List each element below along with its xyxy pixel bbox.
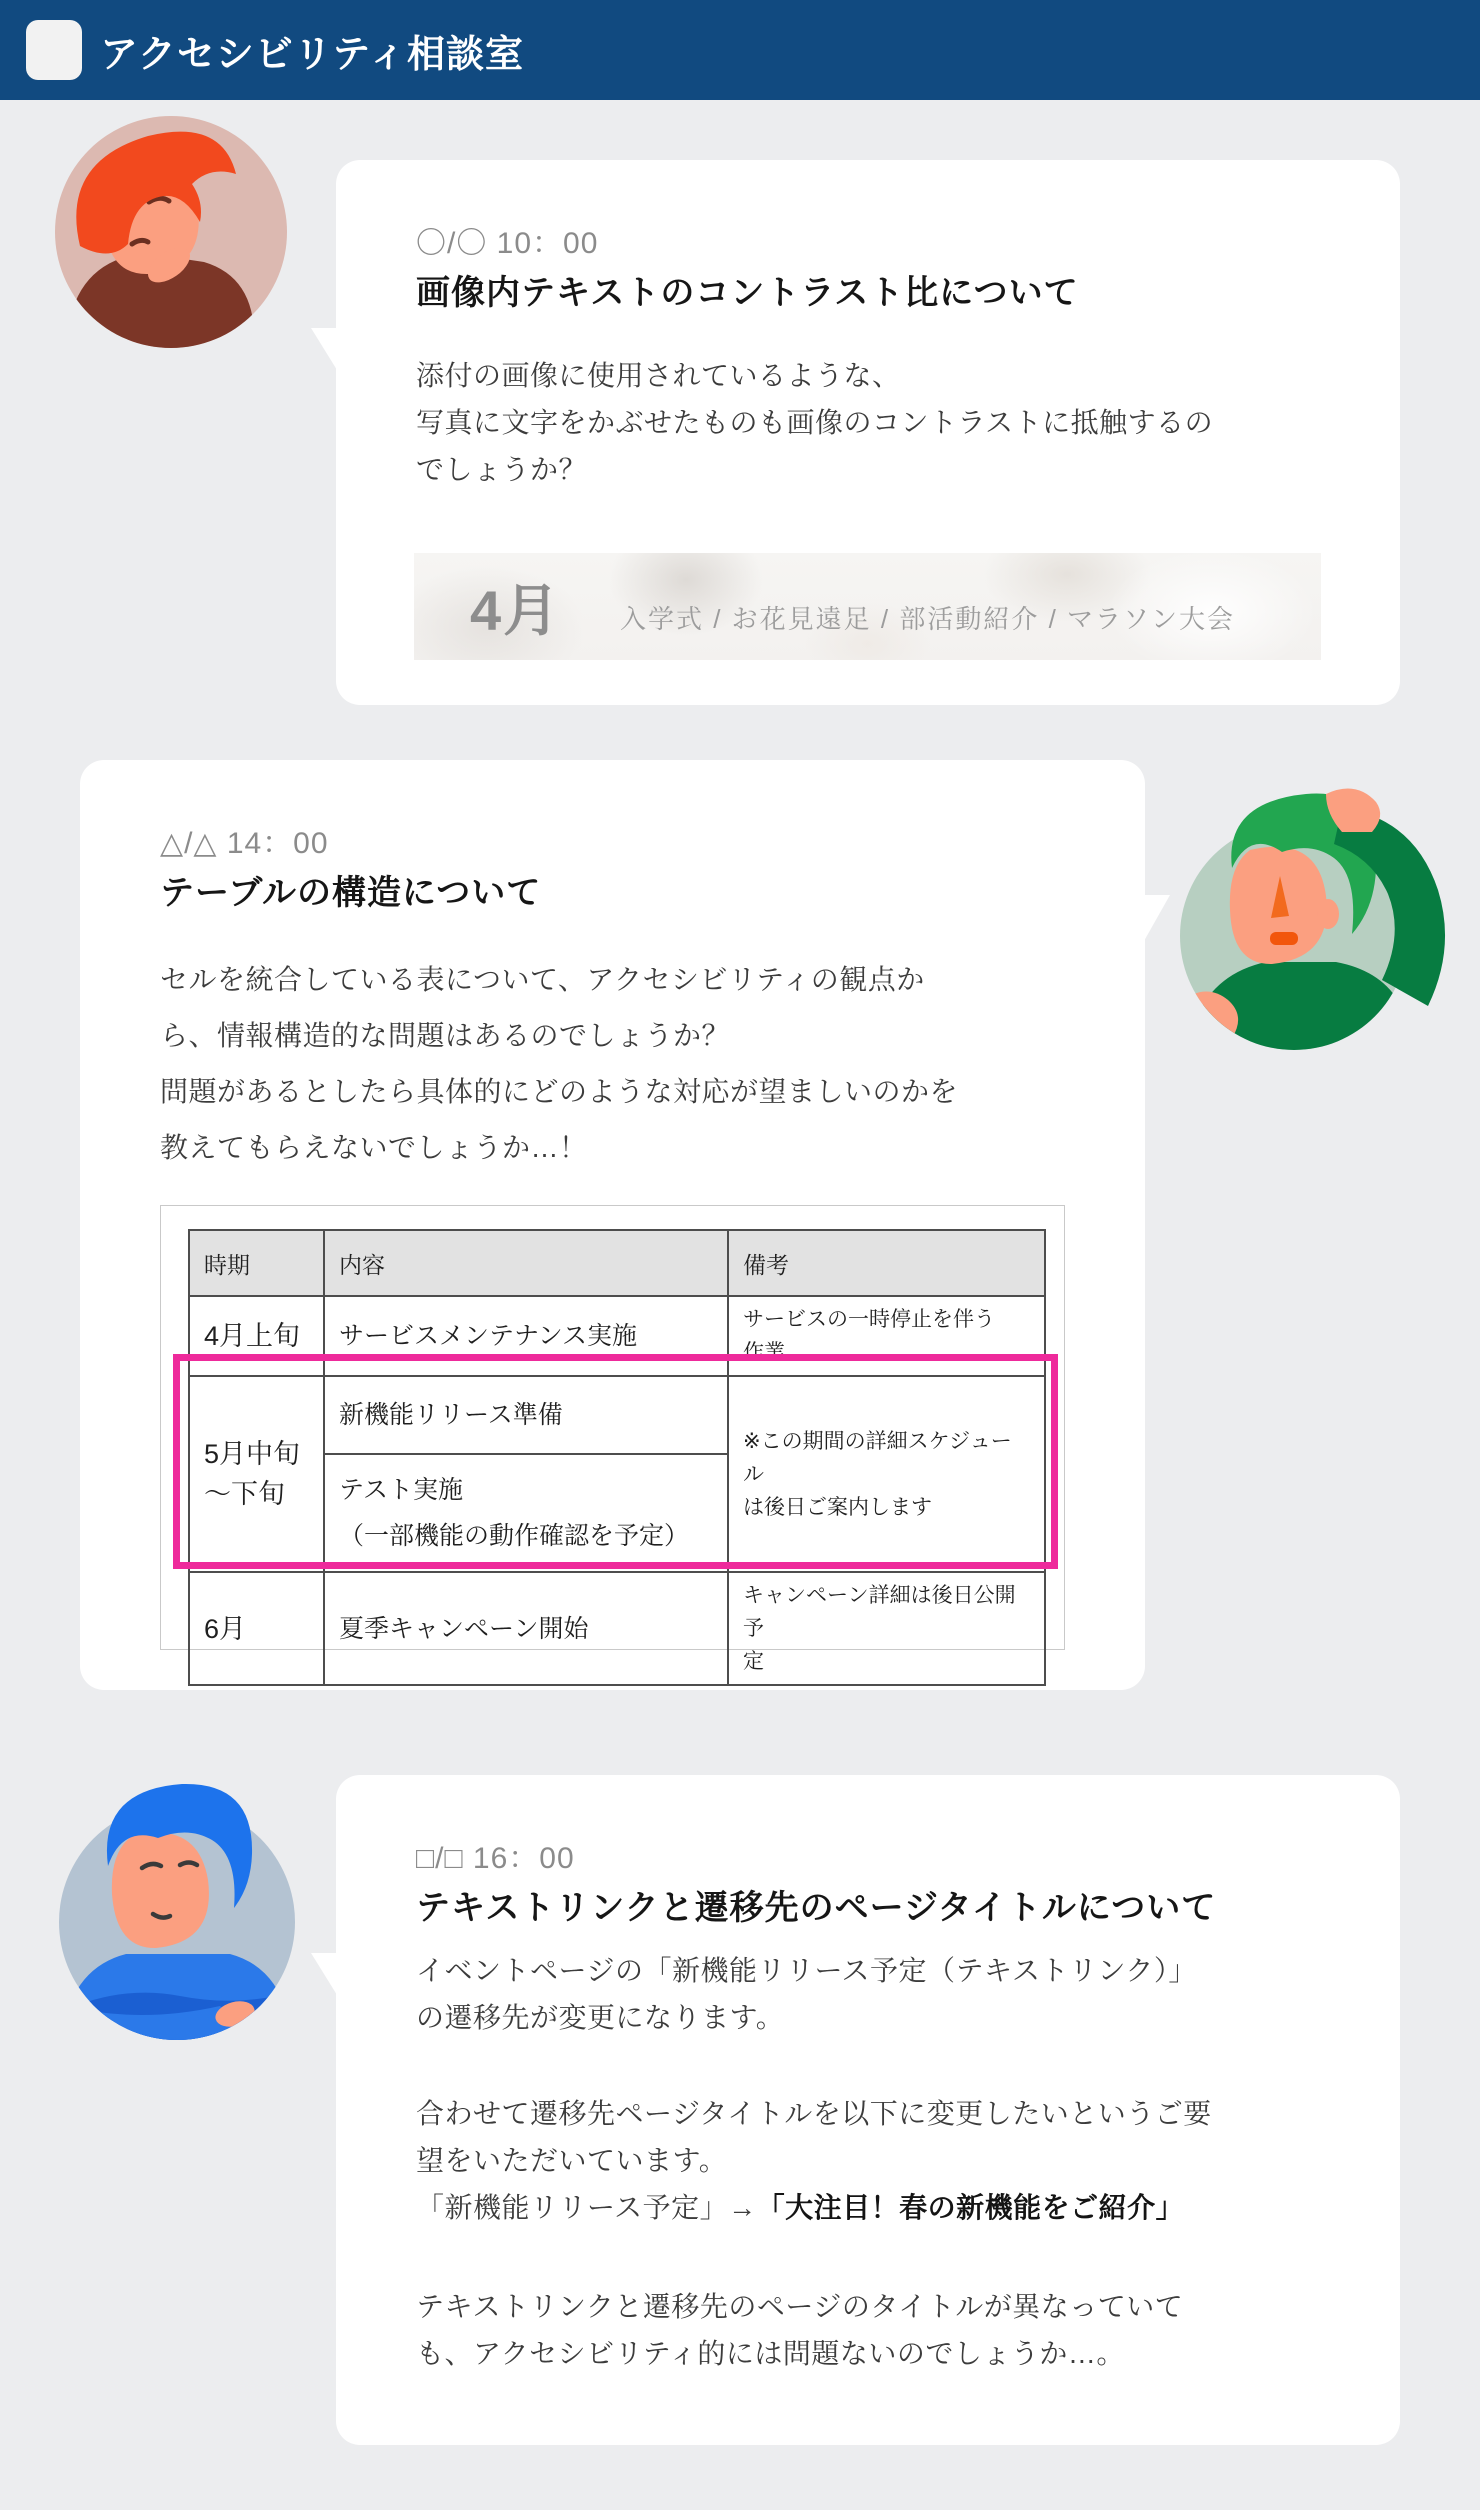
cell-period-may-merged: 5月中旬 〜下旬 xyxy=(189,1376,324,1572)
table-row xyxy=(189,1376,1045,1454)
message-timestamp: △/△ 14：00 xyxy=(160,827,329,860)
speech-bubble-tail xyxy=(311,328,337,370)
message-timestamp: 〇/〇 10：00 xyxy=(416,227,599,260)
avatar-green-haired-person xyxy=(1166,772,1462,1068)
message-card-table-structure xyxy=(80,760,1145,1690)
cell-content-testing: テスト実施 （一部機能の動作確認を予定） xyxy=(324,1454,728,1572)
avatar-blue-haired-person xyxy=(50,1762,304,2056)
cell-note-may-merged: ※この期間の詳細スケジュール は後日ご案内します xyxy=(728,1376,1045,1572)
avatar-mouth xyxy=(1270,932,1298,945)
cell-period-april: 4月上旬 xyxy=(189,1296,324,1376)
message-body: 添付の画像に使用されているような、 写真に文字をかぶせたものも画像のコントラストに抵触するの でしょうか？ xyxy=(416,360,1214,485)
attachment-table-container xyxy=(160,1205,1065,1673)
app-title: アクセシビリティ相談室 xyxy=(100,33,525,76)
app-icon xyxy=(26,20,82,80)
cell-content-release-prep: 新機能リリース準備 xyxy=(324,1376,728,1454)
header-cell-note: 備考 xyxy=(728,1230,1045,1296)
link-label-old: 「新機能リリース予定」→ xyxy=(416,2192,757,2223)
table-row xyxy=(189,1572,1045,1685)
app-header xyxy=(0,0,1480,100)
paragraph-lines: 合わせて遷移先ページタイトルを以下に変更したいというご要 望をいただいています。 xyxy=(416,2098,1212,2176)
message-paragraph: イベントページの「新機能リリース予定（テキストリンク）」 の遷移先が変更になります。 xyxy=(416,1955,1197,2033)
cell-note-maintenance: サービスの一時停止を伴う 作業 xyxy=(728,1296,1045,1376)
message-paragraph xyxy=(416,2090,1212,2231)
header-cell-period: 時期 xyxy=(189,1230,324,1296)
table-header-row xyxy=(189,1230,1045,1296)
cell-note-campaign: キャンペーン詳細は後日公開予 定 xyxy=(728,1572,1045,1685)
message-card-image-contrast xyxy=(336,160,1400,705)
header-cell-content: 内容 xyxy=(324,1230,728,1296)
link-label-new-bold: 「大注目！春の新機能をご紹介」 xyxy=(756,2192,1185,2223)
cell-period-june: 6月 xyxy=(189,1572,324,1685)
avatar-red-haired-person xyxy=(52,110,290,348)
message-title: 画像内テキストのコントラスト比について xyxy=(416,274,1079,312)
message-timestamp: □/□ 16：00 xyxy=(416,1842,575,1875)
cell-content-maintenance: サービスメンテナンス実施 xyxy=(324,1296,728,1376)
banner-events-label: 入学式 / お花見遠足 / 部活動紹介 / マラソン大会 xyxy=(620,604,1236,634)
message-title: テーブルの構造について xyxy=(160,874,542,912)
schedule-table xyxy=(188,1229,1046,1686)
attachment-banner-image xyxy=(414,553,1321,660)
message-paragraph: テキストリンクと遷移先のページのタイトルが異なっていて も、アクセシビリティ的には問題ないのでしょうか…。 xyxy=(416,2291,1184,2369)
cell-content-campaign: 夏季キャンペーン開始 xyxy=(324,1572,728,1685)
speech-bubble-tail xyxy=(311,1953,337,1995)
table-row xyxy=(189,1296,1045,1376)
message-body: セルを統合している表について、アクセシビリティの観点か ら、情報構造的な問題はあるのでしょうか？ 問題があるとしたら具体的にどのような対応が望ましいのかを 教えてもらえないでしょうか…！ xyxy=(160,964,959,1163)
banner-month-label: 4月 xyxy=(470,579,562,642)
message-title: テキストリンクと遷移先のページタイトルについて xyxy=(416,1889,1217,1927)
message-card-text-link-title xyxy=(336,1775,1400,2445)
